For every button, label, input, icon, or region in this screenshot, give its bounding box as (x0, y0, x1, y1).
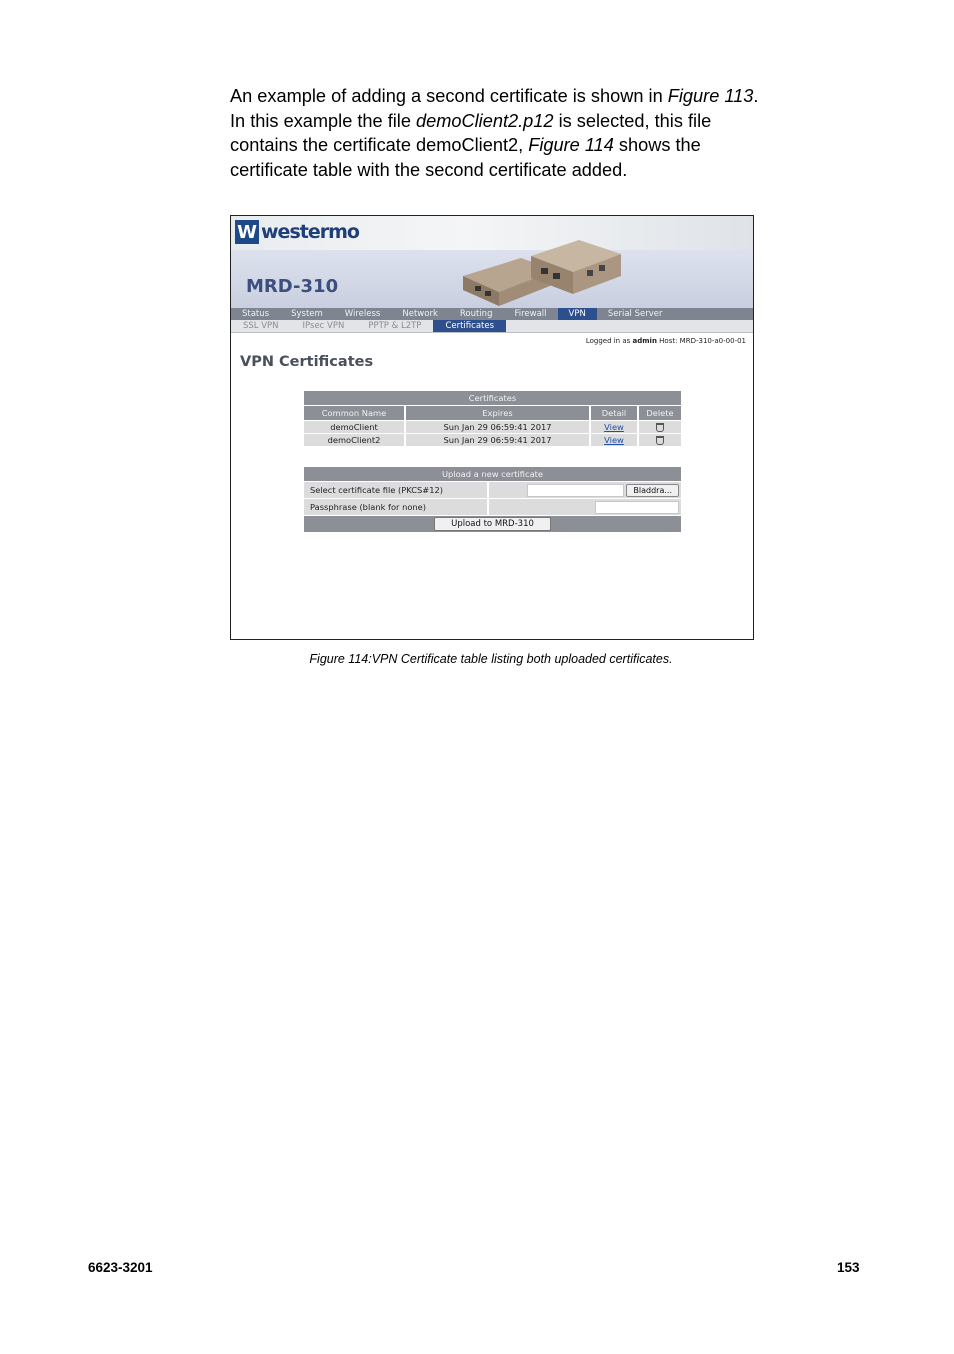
cert-expires: Sun Jan 29 06:59:41 2017 (405, 421, 590, 434)
screenshot-figure (230, 215, 754, 640)
cert-name: demoClient (304, 421, 405, 434)
main-nav (231, 308, 753, 320)
logo-mark-icon: W (235, 220, 259, 244)
file-label: Select certificate file (PKCS#12) (304, 482, 488, 499)
intro-text-1: An example of adding a second certificate is shown in (230, 86, 668, 106)
browse-button[interactable]: Bladdra... (626, 484, 679, 497)
nav-firewall[interactable]: Firewall (514, 309, 547, 319)
table-row (304, 421, 681, 434)
table-row (304, 434, 681, 447)
nav-serial-server[interactable]: Serial Server (607, 309, 663, 319)
logo-text: westermo (261, 221, 359, 243)
trash-icon[interactable] (656, 423, 664, 432)
document-number: 6623-3201 (88, 1260, 153, 1275)
cert-expires: Sun Jan 29 06:59:41 2017 (405, 434, 590, 447)
subnav-pptp-l2tp[interactable]: PPTP & L2TP (368, 321, 422, 331)
nav-wireless[interactable]: Wireless (344, 309, 381, 319)
header-banner (231, 216, 753, 308)
intro-figure-ref-114: Figure 114 (528, 135, 614, 155)
nav-vpn[interactable]: VPN (558, 308, 597, 320)
subnav-ssl-vpn[interactable]: SSL VPN (243, 321, 279, 331)
subnav-certificates[interactable]: Certificates (433, 320, 506, 332)
page-number: 153 (837, 1260, 860, 1275)
login-host: Host: MRD-310-a0-00-01 (656, 337, 746, 345)
col-expires: Expires (405, 406, 590, 421)
view-link[interactable]: View (604, 435, 624, 445)
sub-nav (231, 320, 753, 333)
nav-routing[interactable]: Routing (459, 309, 493, 319)
col-detail: Detail (590, 406, 638, 421)
col-common-name: Common Name (304, 406, 405, 421)
intro-figure-ref-113: Figure 113 (667, 86, 754, 106)
westermo-logo (235, 219, 359, 245)
router-devices-image (451, 236, 651, 308)
col-delete: Delete (638, 406, 681, 421)
page-title: VPN Certificates (240, 354, 374, 370)
upload-table (304, 467, 681, 532)
intro-text-7: shows the certificate table with the second certificate added. (230, 135, 701, 180)
nav-status[interactable]: Status (242, 309, 270, 319)
upload-button[interactable]: Upload to MRD-310 (434, 517, 551, 531)
trash-icon[interactable] (656, 436, 664, 445)
file-input[interactable] (527, 484, 624, 497)
nav-system[interactable]: System (291, 309, 323, 319)
login-user: admin (632, 337, 657, 345)
login-status (586, 337, 746, 345)
figure-caption: Figure 114:VPN Certificate table listing both uploaded certificates. (309, 652, 673, 666)
passphrase-label: Passphrase (blank for none) (304, 499, 488, 516)
cert-name: demoClient2 (304, 434, 405, 447)
view-link[interactable]: View (604, 422, 624, 432)
certificates-caption: Certificates (304, 391, 681, 406)
intro-text-5: is selected, this file contains the certificate demoClient2, (230, 110, 712, 155)
upload-caption: Upload a new certificate (304, 467, 681, 482)
intro-file-name: demoClient2.p12 (416, 110, 554, 131)
certificates-table (304, 391, 681, 446)
intro-paragraph (230, 84, 760, 182)
nav-network[interactable]: Network (402, 309, 438, 319)
intro-text-3: . In this example the file (230, 86, 759, 131)
model-name: MRD-310 (246, 276, 339, 297)
subnav-ipsec-vpn[interactable]: IPsec VPN (302, 321, 345, 331)
login-prefix: Logged in as (585, 337, 633, 345)
passphrase-input[interactable] (595, 501, 679, 514)
